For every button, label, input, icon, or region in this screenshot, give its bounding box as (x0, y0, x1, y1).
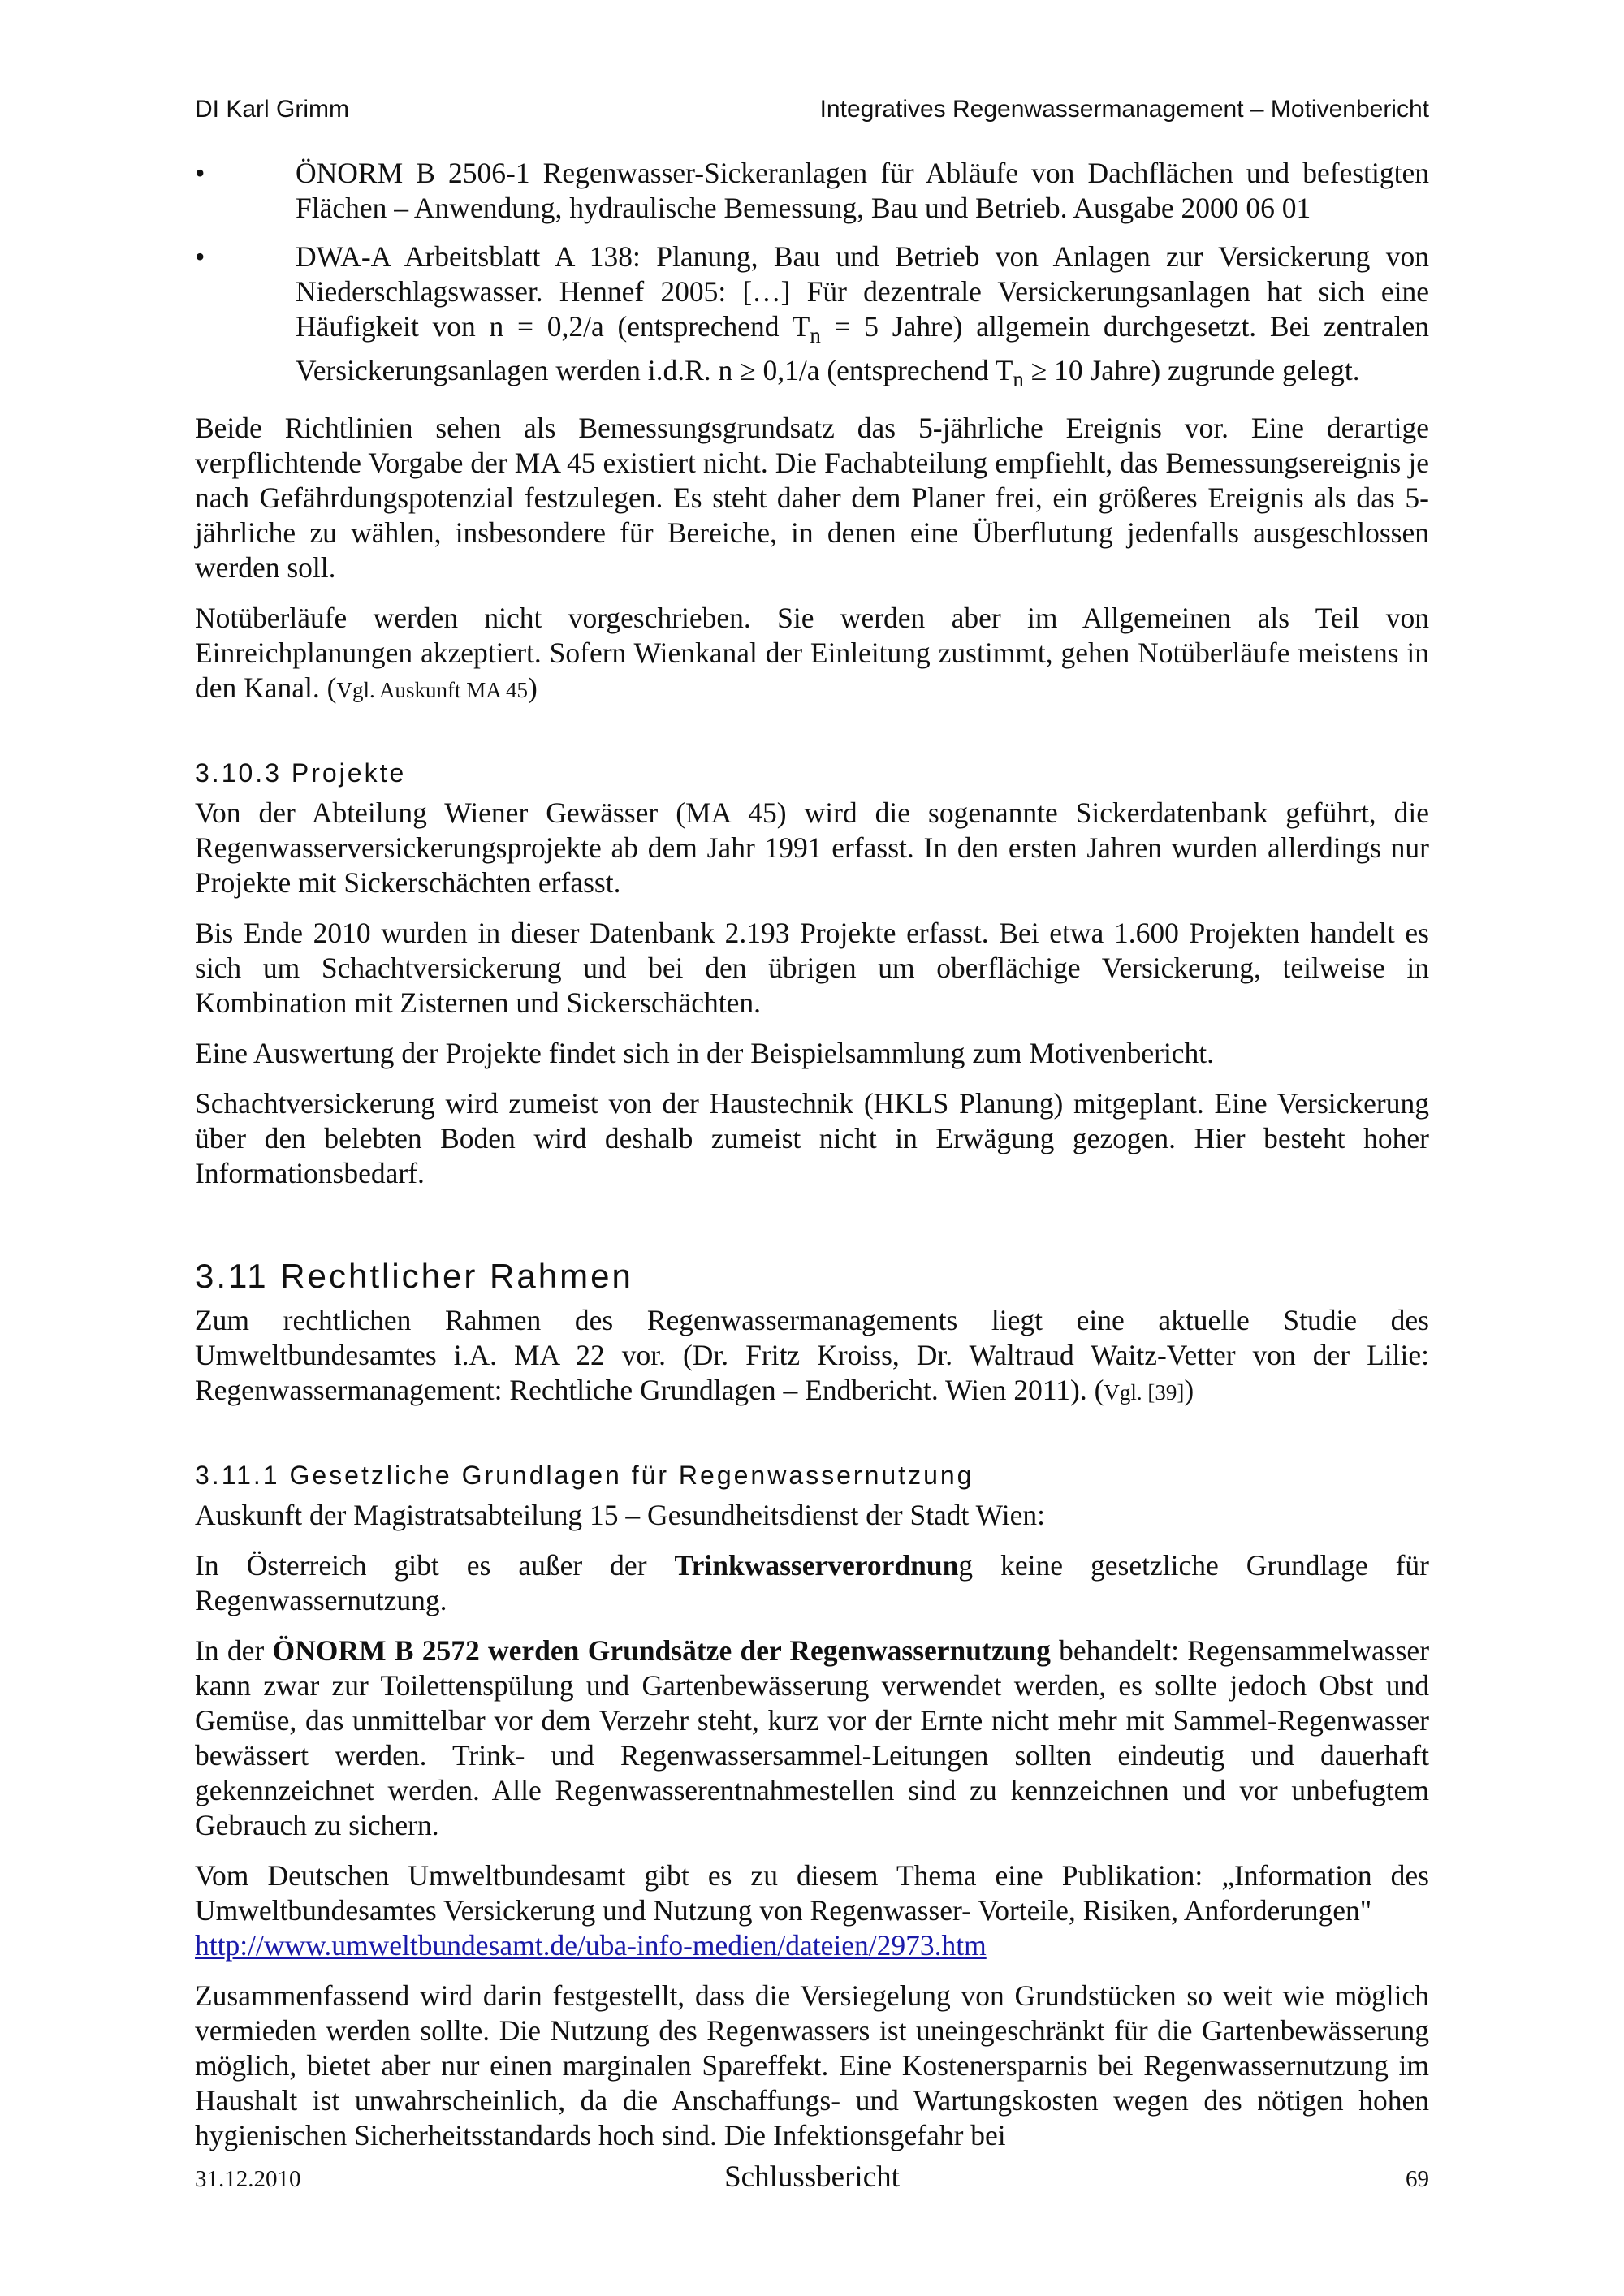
bullet-text: ÖNORM B 2506-1 Regenwasser-Sickeranlagen für Abläufe von Dachflächen und befestigten Flächen – Anwendung, hydraulische Bemessung, Bau und Betrieb. Ausgabe 2000 06 01 (296, 157, 1429, 224)
reference: Vgl. [39] (1104, 1380, 1185, 1405)
chapter-heading: 3.11 Rechtlicher Rahmen (195, 1257, 633, 1296)
paragraph: Notüberläufe werden nicht vorgeschrieben. Sie werden aber im Allgemeinen als Teil von Einreichplanungen akzeptiert. Sofern Wienkanal der Einleitung zustimmt, gehen Notüberläufe meistens in den Kanal. (Vgl. Auskunft MA 45) (195, 602, 1429, 705)
paragraph: Bis Ende 2010 wurden in dieser Datenbank 2.193 Projekte erfasst. Bei etwa 1.600 Projekten handelt es sich um Schachtversickerung und bei den übrigen um oberflächige Versickerung, teilweise in Kombination mit Zisternen und Sickerschächten. (195, 917, 1429, 1020)
paragraph: Beide Richtlinien sehen als Bemessungsgrundsatz das 5-jährliche Ereignis vor. Eine derartige verpflichtende Vorgabe der MA 45 existiert nicht. Die Fachabteilung empfiehlt, das Bemessungsereignis je nach Gefährdungspotenzial festzulegen. Es steht daher dem Planer frei, ein größeres Ereignis als das 5-jährliche zu wählen, insbesondere für Bereiche, in denen eine Überflutung jedenfalls ausgeschlossen werden soll. (195, 412, 1429, 585)
footer-date: 31.12.2010 (195, 2166, 301, 2192)
reference: Vgl. Auskunft MA 45 (336, 678, 528, 703)
paragraph: Schachtversickerung wird zumeist von der Haustechnik (HKLS Planung) mitgeplant. Eine Versickerung über den belebten Boden wird deshalb zumeist nicht in Erwägung gezogen. Hier besteht hoher Informationsbedarf. (195, 1087, 1429, 1190)
section-heading: 3.10.3 Projekte (195, 758, 407, 788)
paragraph: Zusammenfassend wird darin festgestellt, dass die Versiegelung von Grundstücken so weit wie möglich vermieden werden sollte. Die Nutzung des Regenwassers ist uneingeschränkt für die Gartenbewässerung möglich, bietet aber nur einen marginalen Spareffekt. Eine Kostenersparnis bei Regenwassernutzung im Haushalt ist unwahrscheinlich, da die Anschaffungs- und Wartungskosten wegen des nötigen hohen hygienischen Sicherheitsstandards hoch sind. Die Infektionsgefahr bei (195, 1979, 1429, 2152)
bullet-icon: • (195, 157, 205, 189)
paragraph: In Österreich gibt es außer der Trinkwasserverordnung keine gesetzliche Grundlage für Regenwassernutzung. (195, 1549, 1429, 1617)
paragraph: Eine Auswertung der Projekte findet sich in der Beispielsammlung zum Motivenbericht. (195, 1037, 1215, 1070)
header-author: DI Karl Grimm (195, 96, 349, 123)
bullet-item (195, 240, 1429, 397)
paragraph: Auskunft der Magistratsabteilung 15 – Gesundheitsdienst der Stadt Wien: (195, 1499, 1045, 1532)
paragraph: Von der Abteilung Wiener Gewässer (MA 45) wird die sogenannte Sickerdatenbank geführt, die Regenwasserversickerungsprojekte ab dem Jahr 1991 erfasst. In den ersten Jahren wurden allerdings nur Projekte mit Sickerschächten erfasst. (195, 796, 1429, 900)
paragraph: Vom Deutschen Umweltbundesamt gibt es zu diesem Thema eine Publikation: „Information des Umweltbundesamtes Versickerung und Nutzung von Regenwasser- Vorteile, Risiken, Anforderungen" http://www.umweltbundesamt.de/uba-info-medien/dateien/2973.htm (195, 1859, 1429, 1962)
footer-title: Schlussbericht (724, 2160, 900, 2194)
paragraph: Zum rechtlichen Rahmen des Regenwassermanagements liegt eine aktuelle Studie des Umweltbundesamtes i.A. MA 22 vor. (Dr. Fritz Kroiss, Dr. Waltraud Waitz-Vetter von der Lilie: Regenwassermanagement: Rechtliche Grundlagen – Endbericht. Wien 2011). (Vgl. [39]) (195, 1304, 1429, 1407)
bullet-icon: • (195, 240, 205, 273)
bullet-text: DWA-A Arbeitsblatt A 138: Planung, Bau und Betrieb von Anlagen zur Versickerung von Niederschlagswasser. Hennef 2005: […] Für dezentrale Versickerungsanlagen hat sich eine Häufigkeit von n = 0,2/a (entsprechend $T_n = 5$ Jahre) allgemein durchgesetzt. Bei zentralen Versickerungsanlagen werden i.d.R. n ≥ 0,1/a (entsprechend $T_n \ge 10$ Jahre) zugrunde gelegt. (296, 240, 1430, 392)
page-body (195, 156, 1429, 2169)
bullet-item (195, 156, 1429, 226)
page-number: 69 (1406, 2166, 1429, 2192)
section-heading: 3.11.1 Gesetzliche Grundlagen für Regenwassernutzung (195, 1461, 974, 1491)
paragraph: In der ÖNORM B 2572 werden Grundsätze der Regenwassernutzung behandelt: Regensammelwasser kann zwar zur Toilettenspülung und Gartenbewässerung verwendet werden, es sollte jedoch Obst und Gemüse, das unmittelbar vor dem Verzehr steht, kurz vor der Ernte nicht mehr mit Sammel-Regenwasser bewässert werden. Trink- und Regenwassersammel-Leitungen sollten eindeutig und dauerhaft gekennzeichnet werden. Alle Regenwasserentnahmestellen sind zu kennzeichnen und vor unbefugtem Gebrauch zu sichern. (195, 1634, 1430, 1842)
url-link[interactable]: http://www.umweltbundesamt.de/uba-info-medien/dateien/2973.htm (195, 1929, 987, 1962)
header-title: Integratives Regenwassermanagement – Motivenbericht (819, 96, 1429, 123)
